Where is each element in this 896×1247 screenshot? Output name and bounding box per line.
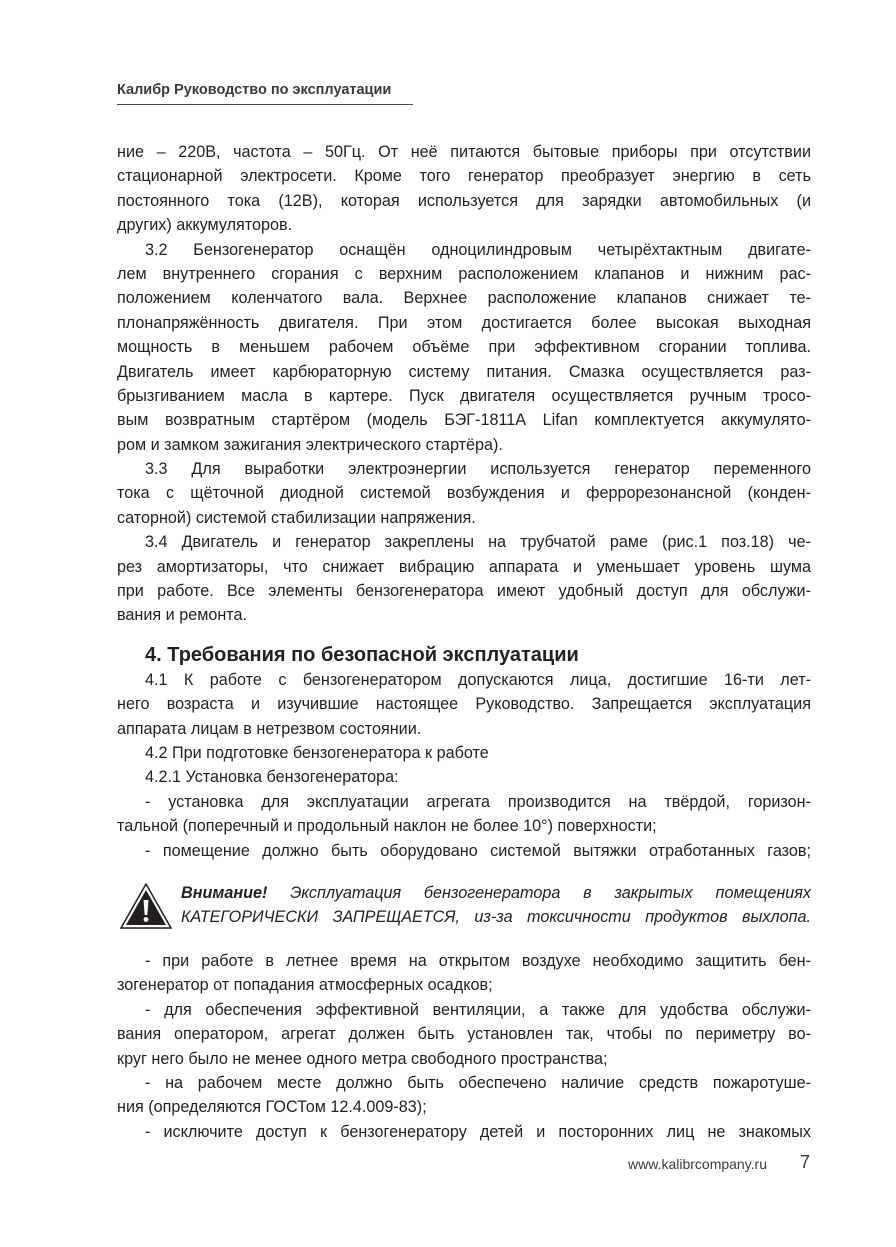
text-line: 3.2 Бензогенератор оснащён одноцилиндровым четырёхтактным двигате- [145, 240, 811, 259]
text-line: брызгиванием масла в картере. Пуск двигателя осуществляется ручным тросо- [117, 386, 811, 405]
bullet-item [117, 949, 811, 998]
text-line: лем внутреннего сгорания с верхним расположением клапанов и нижним рас- [117, 264, 811, 283]
text-line: тальной (поперечный и продольный наклон не более 10°) поверхности; [117, 817, 657, 836]
text-line: зогенератор от попадания атмосферных осадков; [117, 976, 493, 995]
bullet-item [117, 839, 811, 863]
text-line: ром и замком зажигания электрического стартёра). [117, 435, 503, 454]
bullet-item [117, 1120, 811, 1144]
text-line: аппарата лицам в нетрезвом состоянии. [117, 719, 422, 738]
text-line: - установка для эксплуатации агрегата производится на твёрдой, горизон- [145, 792, 811, 811]
warning-triangle-icon [120, 883, 172, 929]
warning-line-1: Эксплуатация бензогенератора в закрытых помещениях [267, 883, 811, 902]
text-line: него возраста и изучившие настоящее Руководство. Запрещается эксплуатация [117, 695, 811, 714]
text-line: - для обеспечения эффективной вентиляции, а также для удобства обслужи- [145, 1000, 811, 1019]
text-line: стационарной электросети. Кроме того генератор преобразует энергию в сеть [117, 167, 811, 186]
warning-line-2: КАТЕГОРИЧЕСКИ ЗАПРЕЩАЕТСЯ, из-за токсичности продуктов выхлопа. [181, 908, 811, 927]
text-line: вания оператором, агрегат должен быть установлен так, чтобы по периметру во- [117, 1025, 811, 1044]
text-line: рез амортизаторы, что снижает вибрацию аппарата и уменьшает уровень шума [117, 557, 811, 576]
bullet-item [117, 998, 811, 1071]
paragraph-intro [117, 140, 811, 238]
text-line: круг него было не менее одного метра свободного пространства; [117, 1049, 608, 1068]
text-line: положением коленчатого вала. Верхнее расположение клапанов снижает те- [117, 289, 811, 308]
text-line: - помещение должно быть оборудовано системой вытяжки отработанных газов; [145, 841, 811, 860]
text-line: плонапряжённость двигателя. При этом достигается более высокая выходная [117, 313, 811, 332]
text-line: вым возвратным стартёром (модель БЭГ-1811А Lifan комплектуется аккумулято- [117, 411, 811, 430]
text-line: вания и ремонта. [117, 606, 248, 625]
text-line: постоянного тока (12В), которая используется для зарядки автомобильных (и [117, 191, 811, 210]
text-line: саторной) системой стабилизации напряжения. [117, 508, 476, 527]
text-line: ния (определяются ГОСТом 12.4.009-83); [117, 1098, 427, 1117]
text-line: мощность в меньшем рабочем объёме при эффективном сгорании топлива. [117, 338, 811, 357]
paragraph-4-2-1: 4.2.1 Установка бензогенератора: [145, 768, 399, 787]
paragraph-3-2 [117, 238, 811, 458]
text-line: - на рабочем месте должно быть обеспечено наличие средств пожаротуше- [145, 1073, 811, 1092]
warning-label: Внимание! [181, 883, 268, 902]
text-line: ние – 220В, частота – 50Гц. От неё питаются бытовые приборы при отсутствии [117, 143, 811, 161]
running-header: Калибр Руководство по эксплуатации [117, 82, 413, 105]
text-line: - при работе в летнее время на открытом воздухе необходимо защитить бен- [145, 951, 811, 970]
warning-text [181, 881, 811, 930]
page-number: 7 [800, 1152, 811, 1172]
paragraph-3-3 [117, 457, 811, 530]
paragraph-4-2: 4.2 При подготовке бензогенератора к работе [145, 743, 489, 762]
text-line: других) аккумуляторов. [117, 216, 293, 235]
warning-box [117, 881, 811, 931]
paragraph-3-4 [117, 530, 811, 628]
bullet-item [117, 1071, 811, 1120]
text-line: при работе. Все элементы бензогенератора имеют удобный доступ для обслужи- [117, 582, 811, 601]
text-line: Двигатель имеет карбюраторную систему питания. Смазка осуществляется раз- [117, 362, 811, 381]
text-line: - исключите доступ к бензогенератору детей и посторонних лиц не знакомых [145, 1122, 811, 1141]
text-line: 3.3 Для выработки электроэнергии используется генератор переменного [145, 460, 811, 479]
text-line: 3.4 Двигатель и генератор закреплены на трубчатой раме (рис.1 поз.18) че- [145, 533, 811, 552]
page-body [117, 140, 811, 1144]
footer-url: www.kalibrcompany.ru [628, 1156, 768, 1172]
text-line: 4.1 К работе с бензогенератором допускаются лица, достигшие 16-ти лет- [145, 670, 811, 689]
bullet-item [117, 790, 811, 839]
section-heading: 4. Требования по безопасной эксплуатации [145, 643, 579, 666]
text-line: тока с щёточной диодной системой возбуждения и феррорезонансной (конден- [117, 484, 811, 503]
paragraph-4-1 [117, 668, 811, 741]
